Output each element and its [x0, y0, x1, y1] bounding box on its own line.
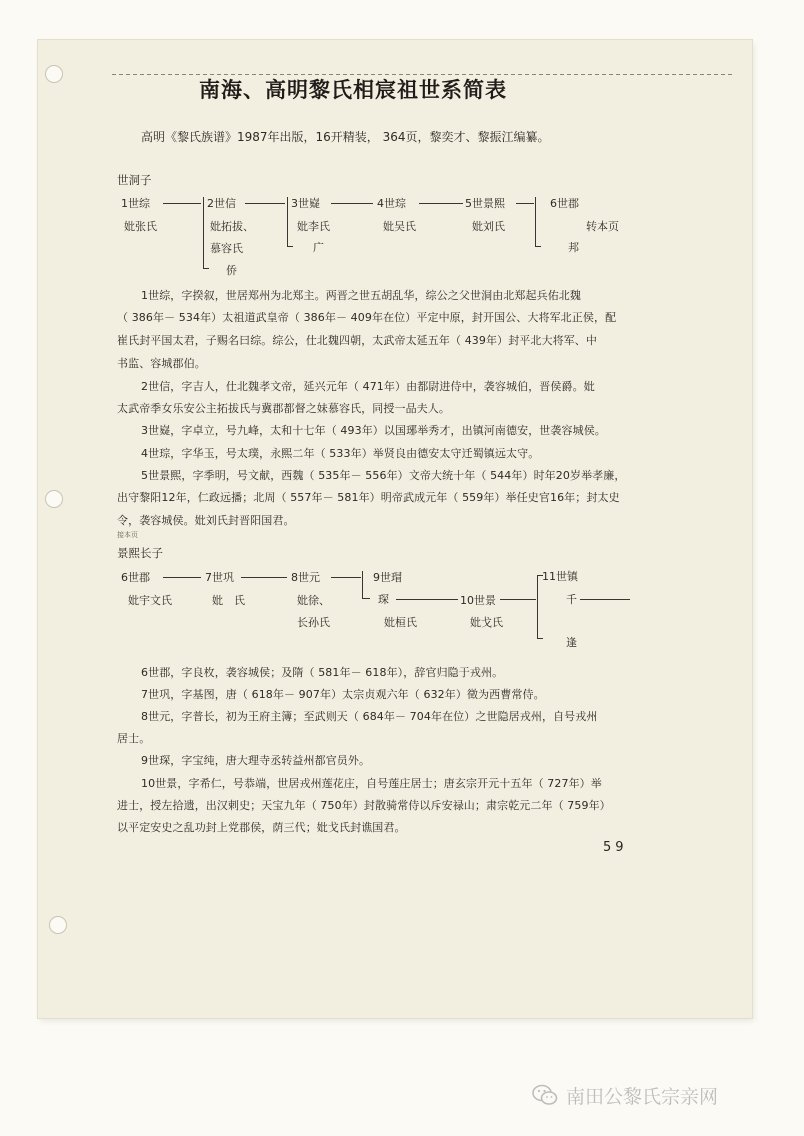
tree1-link: [245, 203, 285, 204]
tree2-link: [500, 599, 536, 600]
tree1-gen6-name: 6世郡: [550, 197, 579, 210]
paragraph-line: （ 386年－ 534年）太祖道武皇帝（ 386年－ 409年在位）平定中原，封开国公、大将军北正侯，配: [117, 311, 617, 324]
tree2-link: [163, 577, 201, 578]
paragraph-line: 8世元，字普长，初为王府主簿；至武则天（ 684年－ 704年在位）之世隐居戎州，自号戎州: [141, 710, 598, 723]
paragraph-line: 崔氏封平国太君，子赐名曰综。综公，仕北魏四朝，太武帝太延五年（ 439年）封平北大将军、中: [117, 334, 597, 347]
tree2-gen6-wife: 妣宇文氏: [128, 594, 172, 607]
tree2-gen7-name: 7世巩: [205, 571, 234, 584]
page-title: 南海、高明黎氏相宸祖世系简表: [199, 77, 507, 102]
paragraph-line: 太武帝季女乐安公主拓拔氏与冀郡都督之妹慕容氏，同授一品夫人。: [117, 402, 450, 415]
tree1-bracket: [535, 197, 536, 247]
tree2-gen8-name: 8世元: [291, 571, 320, 584]
tree1-gen2-name: 2世信: [207, 197, 236, 210]
tree1-gen1-name: 1世综: [121, 197, 150, 210]
tree2-gen8-wife2: 长孙氏: [297, 616, 330, 629]
tree2-gen11-name: 11世镇: [542, 570, 578, 583]
tree1-header: 世洞子: [117, 173, 152, 187]
tree1-gen2-sibling: 侨: [226, 264, 237, 277]
tree2-gen11-sibling2: 逢: [566, 636, 577, 649]
tree1-gen1-wife: 妣张氏: [124, 220, 157, 233]
tree2-bracket-foot: [537, 638, 543, 639]
tree1-gen4-name: 4世琮: [377, 197, 406, 210]
tree2-link: [241, 577, 287, 578]
tree1-bracket: [287, 197, 288, 247]
tree2-gen9-name: 9世瑁: [373, 571, 402, 584]
tree2-header: 景熙长子: [117, 546, 163, 560]
paragraph-line: 4世琮，字华玉，号太璞，永熙二年（ 533年）举贤良由德安太守迁蜀镇远太守。: [141, 447, 540, 460]
paragraph-line: 1世综，字揆叙，世居郑州为北郑主。两晋之世五胡乱华，综公之父世洞由北郑起兵佑北魏: [141, 289, 581, 302]
tree1-bracket-foot: [287, 246, 293, 247]
paragraph-line: 令，袭容城侯。妣刘氏封晋阳国君。: [117, 514, 295, 527]
tree2-link: [331, 577, 361, 578]
tree1-bracket-foot: [535, 246, 541, 247]
tree1-link: [516, 203, 534, 204]
tree1-link: [163, 203, 201, 204]
tree1-gen5-name: 5世景熙: [465, 197, 505, 210]
paragraph-line: 5世景熙，字季明，号文献，西魏（ 535年－ 556年）文帝大统十年（ 544年）时年20岁举孝廉，: [141, 469, 626, 482]
watermark-text: 南田公黎氏宗亲网: [566, 1086, 719, 1108]
tree2-gen10-name: 10世景: [460, 594, 496, 607]
tree2-gen8-wife: 妣徐、: [297, 594, 330, 607]
tree1-gen3-wife: 妣李氏: [297, 220, 330, 233]
paragraph-line: 进士，授左拾遗，出汉剌史；天宝九年（ 750年）封散骑常侍以斥安禄山；肃宗乾元二年（ 759年）: [117, 799, 611, 812]
tree1-gen6-sibling: 邦: [568, 241, 579, 254]
binder-hole: [45, 65, 63, 83]
binder-hole: [49, 916, 67, 934]
tree2-link: [396, 599, 458, 600]
paragraph-line: 居士。: [117, 732, 151, 745]
tree2-gen9-alt: 琛: [378, 593, 389, 606]
binder-hole: [45, 490, 63, 508]
tree2-bracket-foot: [362, 598, 370, 599]
tree2-gen9-wife: 妣桓氏: [384, 616, 417, 629]
paragraph-line: 10世景，字希仁，号恭端，世居戎州莲花庄，自号莲庄居士；唐玄宗开元十五年（ 727年）举: [141, 777, 602, 790]
tree1-gen3-sibling: 广: [313, 241, 324, 254]
wechat-icon: [532, 1083, 558, 1107]
page-number: 59: [603, 840, 628, 855]
tree1-gen6-note: 转本页: [586, 220, 619, 233]
tree1-gen2-wife: 妣拓拔、: [210, 220, 254, 233]
continuation-marker: 接本页: [117, 531, 138, 539]
tree2-bracket: [537, 575, 538, 639]
tree2-bracket: [362, 571, 363, 599]
tree2-gen11-sibling: 千: [566, 593, 577, 606]
publication-note: 高明《黎氏族谱》1987年出版，16开精装， 364页，黎奕才、黎振江编纂。: [141, 130, 550, 144]
paragraph-line: 6世郡，字良枚，袭容城侯；及隋（ 581年－ 618年），辞官归隐于戎州。: [141, 666, 504, 679]
tree1-link: [331, 203, 373, 204]
paragraph-line: 以平定安史之乱功封上党郡侯，荫三代；妣戈氏封谯国君。: [117, 821, 406, 834]
paragraph-line: 出守黎阳12年，仁政远播；北周（ 557年－ 581年）明帝武成元年（ 559年）举任史官16年；封太史: [117, 491, 620, 504]
paragraph-line: 2世信，字吉人，仕北魏孝文帝，延兴元年（ 471年）由都尉进侍中，袭容城伯，晋侯爵。妣: [141, 380, 595, 393]
tree2-link: [580, 599, 630, 600]
tree2-gen6-name: 6世郡: [121, 571, 150, 584]
paragraph-line: 7世巩，字基图，唐（ 618年－ 907年）太宗贞观六年（ 632年）徵为西曹常侍。: [141, 688, 545, 701]
tree1-gen3-name: 3世嶷: [291, 197, 320, 210]
tree2-gen7-wife: 妣 氏: [212, 594, 245, 607]
tree1-gen5-wife: 妣刘氏: [472, 220, 505, 233]
tree1-gen4-wife: 妣吴氏: [383, 220, 416, 233]
paragraph-line: 9世琛，字宝纯，唐大理寺丞转益州都官员外。: [141, 754, 371, 767]
tree2-gen10-wife: 妣戈氏: [470, 616, 503, 629]
paragraph-line: 3世嶷，字卓立，号九峰，太和十七年（ 493年）以国琊举秀才，出镇河南德安，世袭容城侯。: [141, 424, 606, 437]
tree1-gen2-wife2: 慕容氏: [210, 242, 243, 255]
paragraph-line: 书监、容城郡伯。: [117, 357, 206, 370]
tree1-bracket: [203, 197, 204, 269]
tree1-bracket-foot: [203, 268, 209, 269]
tree1-link: [419, 203, 463, 204]
